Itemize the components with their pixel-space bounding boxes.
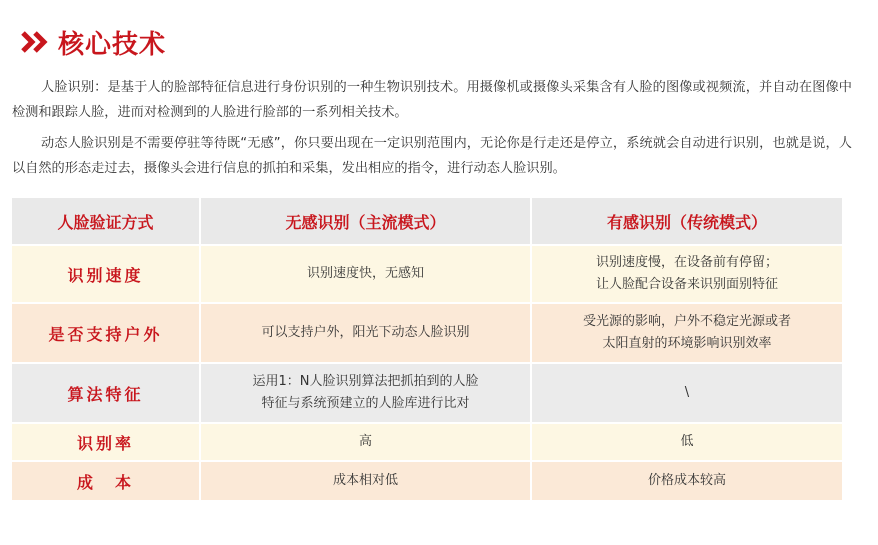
cell-text: \ (684, 385, 690, 400)
cell-active-algorithm (531, 363, 843, 423)
intro-paragraph-dynamic-recognition: 动态人脸识别是不需要停驻等待既“无感”，你只要出现在一定识别范围内，无论你是行走还是停立，系统就会自动进行识别，也就是说，人以自然的形态走过去，摄像头会进行信息的抓拍和采集，发出相应的指令，进行动态人脸识别。 (12, 136, 852, 176)
cell-passive-cost (200, 461, 531, 501)
cell-passive-accuracy (200, 423, 531, 461)
double-chevron-right-icon (20, 30, 50, 54)
cell-text: 受光源的影响，户外不稳定光源或者 (582, 314, 791, 329)
header-passive-recognition: 无感识别（主流模式） (200, 198, 531, 245)
table-row (12, 245, 843, 303)
cell-active-speed (531, 245, 843, 303)
cell-text: 特征与系统预建立的人脸库进行比对 (261, 396, 470, 411)
cell-text: 运用1：N人脸识别算法把抓拍到的人脸 (252, 374, 479, 389)
cell-passive-speed (200, 245, 531, 303)
intro-paragraph-face-recognition: 人脸识别：是基于人的脸部特征信息进行身份识别的一种生物识别技术。用摄像机或摄像头采集含有人脸的图像或视频流，并自动在图像中检测和跟踪人脸，进而对检测到的人脸进行脸部的一系列相关技术。 (12, 80, 852, 120)
cell-text: 可以支持户外，阳光下动态人脸识别 (261, 325, 470, 340)
cell-active-cost (531, 461, 843, 501)
row-label-accuracy: 识别率 (12, 423, 200, 461)
cell-text: 高 (358, 434, 372, 449)
cell-text: 让人脸配合设备来识别面别特征 (595, 277, 778, 292)
table-row (12, 363, 843, 423)
table-header-row (12, 198, 843, 245)
table-row (12, 303, 843, 363)
cell-active-outdoor (531, 303, 843, 363)
cell-passive-algorithm (200, 363, 531, 423)
cell-active-accuracy (531, 423, 843, 461)
table-row (12, 461, 843, 501)
row-label-algorithm: 算法特征 (12, 363, 200, 423)
cell-text: 成本相对低 (332, 473, 398, 488)
cell-text: 太阳直射的环境影响识别效率 (602, 336, 772, 351)
cell-passive-outdoor (200, 303, 531, 363)
row-label-outdoor: 是否支持户外 (12, 303, 200, 363)
cell-text: 识别速度慢，在设备前有停留； (595, 255, 778, 270)
table-row (12, 423, 843, 461)
section-heading (20, 24, 166, 60)
cell-text: 识别速度快，无感知 (306, 266, 424, 281)
row-label-speed: 识别速度 (12, 245, 200, 303)
row-label-cost: 成 本 (12, 461, 200, 501)
section-title: 核心技术 (58, 29, 167, 60)
header-active-recognition: 有感识别（传统模式） (531, 198, 843, 245)
cell-text: 低 (680, 434, 694, 449)
cell-text: 价格成本较高 (647, 473, 726, 488)
header-verification-method: 人脸验证方式 (12, 198, 200, 245)
comparison-table (12, 198, 844, 502)
